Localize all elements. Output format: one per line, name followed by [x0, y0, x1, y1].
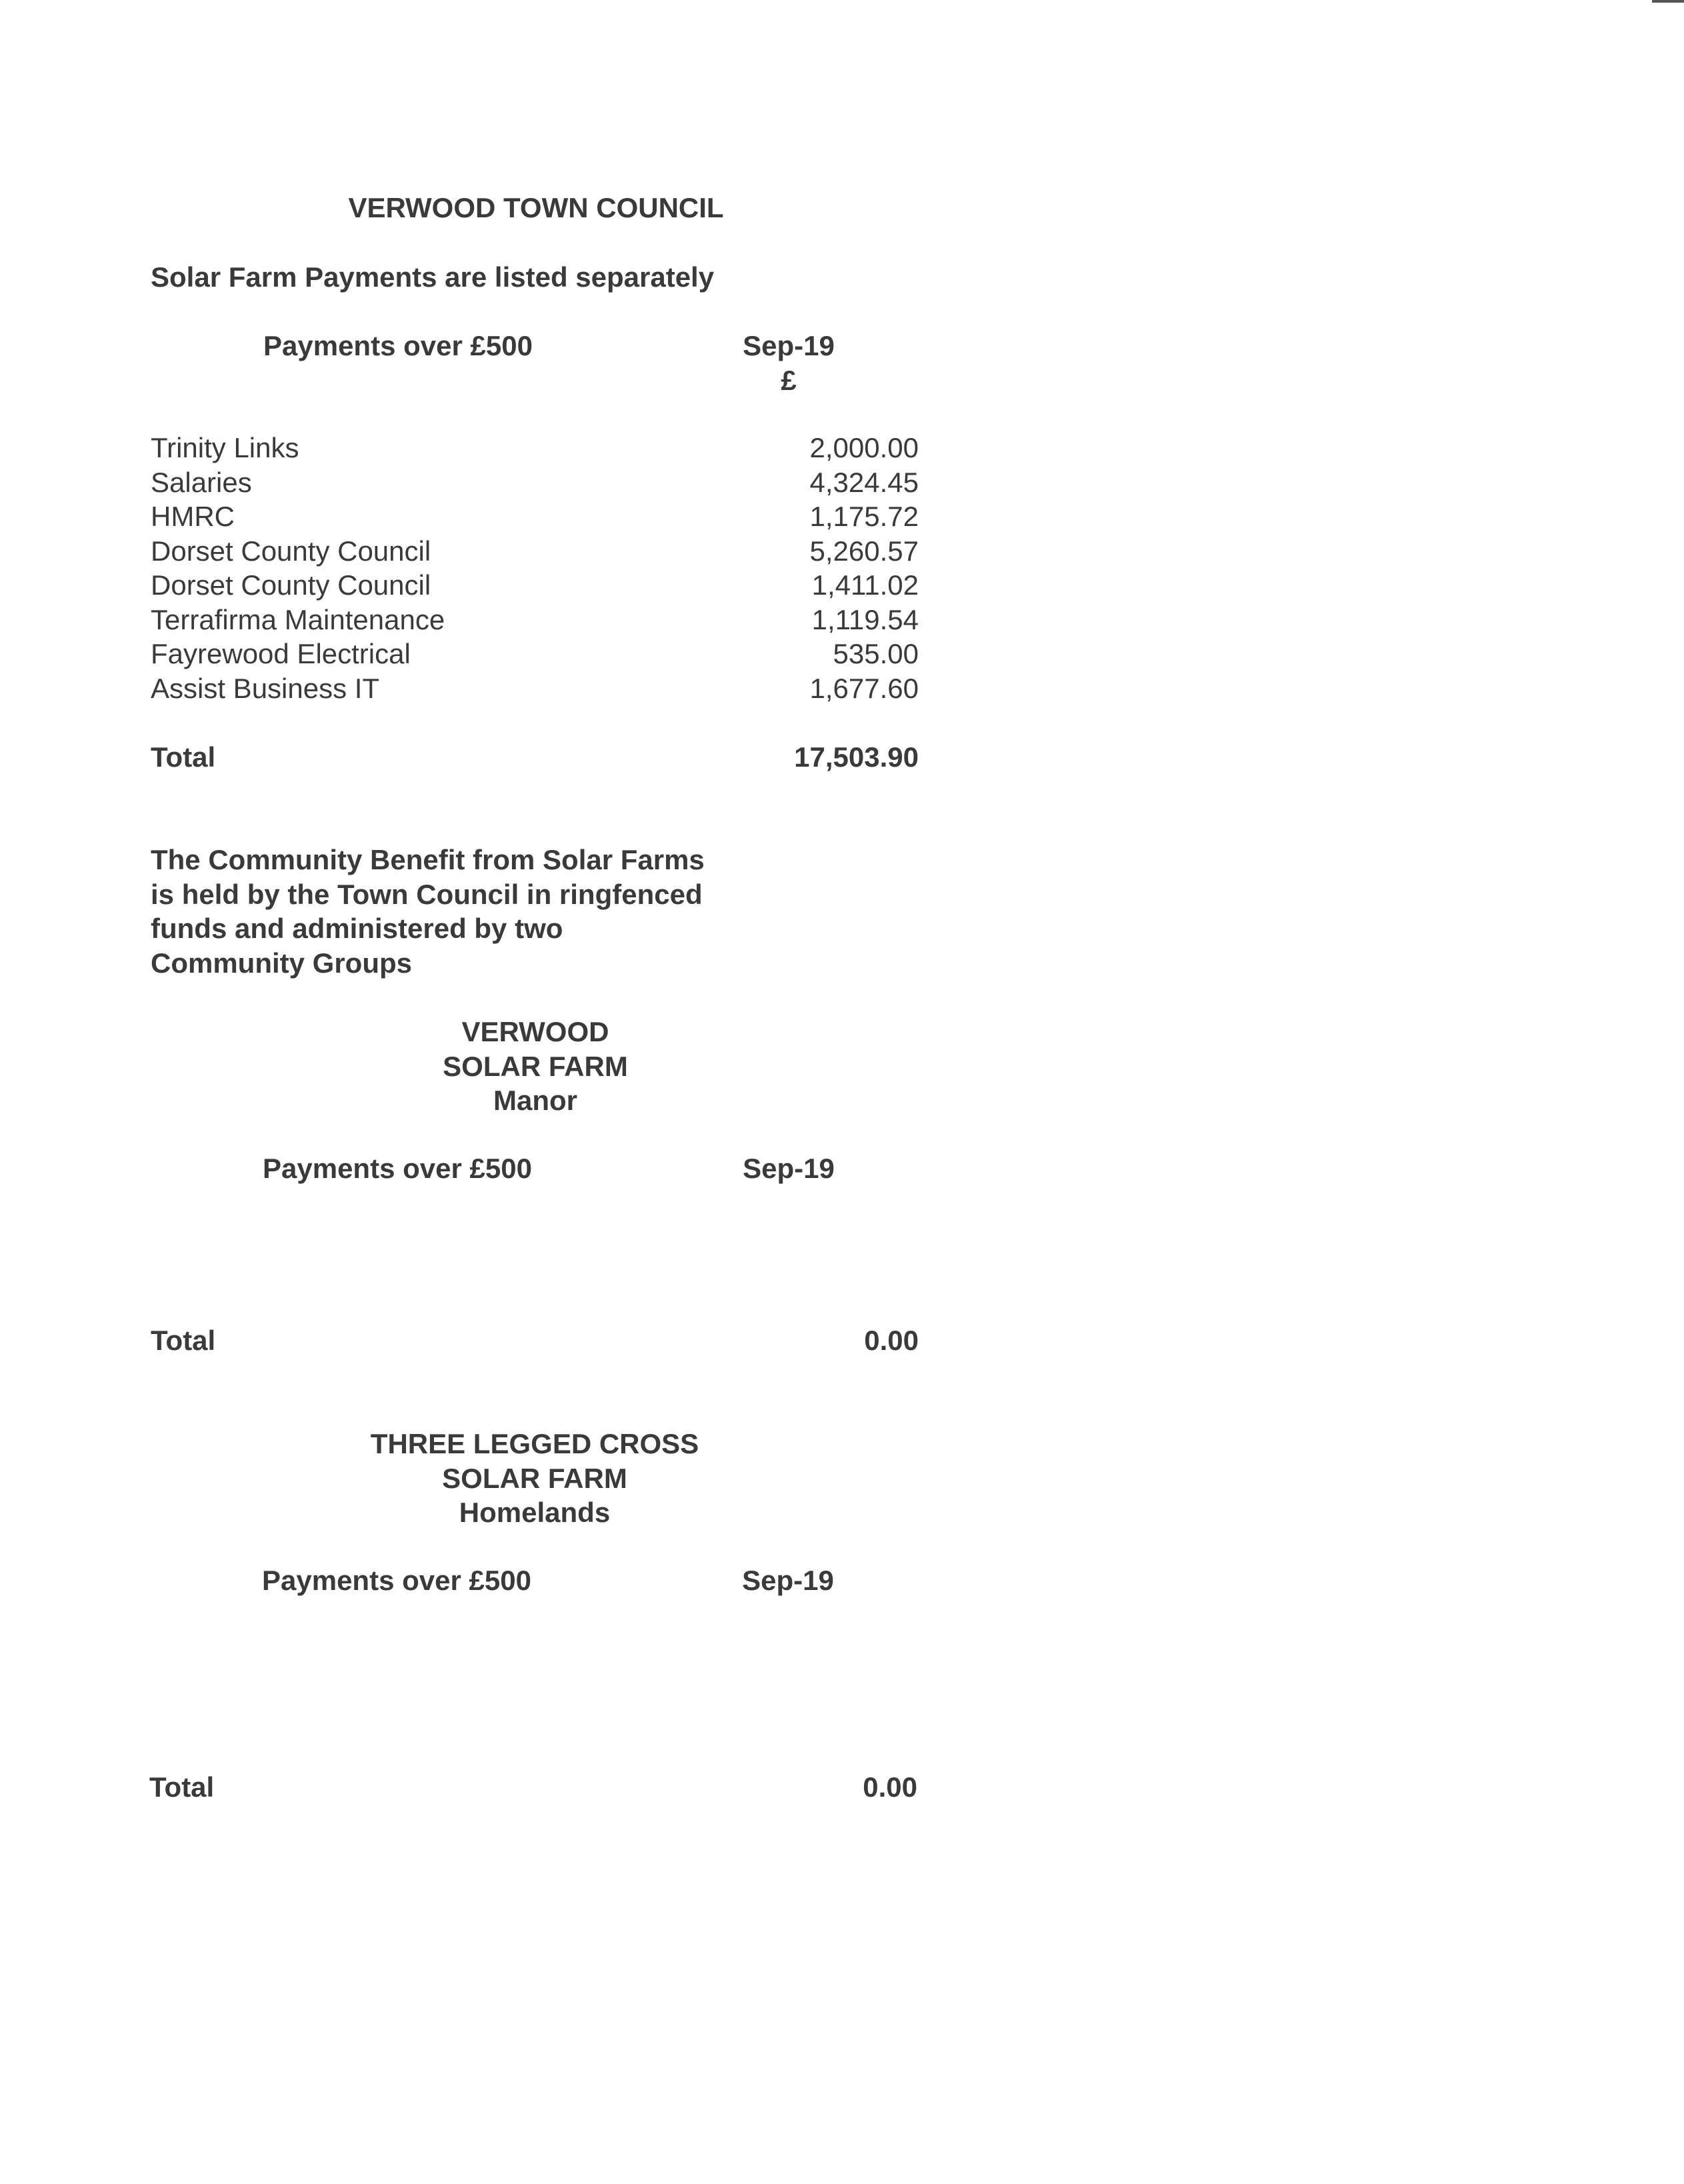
total-row: [151, 740, 919, 775]
three-legged-period: Sep-19: [742, 1565, 834, 1596]
payee-name: Salaries: [151, 467, 252, 498]
payment-row: [151, 671, 919, 706]
community-benefit-note: [151, 843, 705, 980]
three-legged-payments-label: Payments over £500: [262, 1565, 531, 1596]
verwood-solar-heading: [443, 1015, 628, 1118]
heading-line: THREE LEGGED CROSS: [370, 1428, 699, 1459]
payee-name: Fayrewood Electrical: [151, 638, 411, 669]
total-label: Total: [151, 1325, 216, 1356]
verwood-payments-label: Payments over £500: [263, 1153, 532, 1184]
payment-row: [151, 568, 919, 603]
heading-line: Manor: [493, 1085, 577, 1116]
payee-name: Dorset County Council: [151, 535, 431, 567]
three-legged-total-row: [149, 1770, 917, 1805]
heading-line: SOLAR FARM: [442, 1462, 627, 1494]
currency-header: £: [781, 365, 797, 396]
total-value: 0.00: [864, 1325, 919, 1356]
payment-amount: 2,000.00: [809, 432, 919, 463]
scan-edge-mark: [1652, 0, 1684, 3]
heading-line: SOLAR FARM: [443, 1050, 628, 1082]
note-line: funds and administered by two: [151, 913, 563, 944]
period-header: Sep-19: [743, 330, 835, 361]
payments-header-label: Payments over £500: [263, 330, 533, 361]
payment-row: [151, 465, 919, 500]
note-line: The Community Benefit from Solar Farms: [151, 844, 705, 875]
verwood-period: Sep-19: [743, 1153, 835, 1184]
verwood-total-row: [151, 1323, 919, 1358]
total-label: Total: [151, 741, 216, 773]
payment-row: [151, 499, 919, 534]
payment-amount: 4,324.45: [809, 467, 919, 498]
payment-amount: 1,175.72: [809, 501, 919, 532]
separate-listing-note: Solar Farm Payments are listed separately: [151, 261, 715, 293]
payment-amount: 5,260.57: [809, 535, 919, 567]
note-line: Community Groups: [151, 947, 413, 979]
payee-name: Trinity Links: [151, 432, 299, 463]
payment-amount: 1,119.54: [811, 604, 919, 635]
three-legged-solar-heading: [371, 1427, 699, 1530]
heading-line: VERWOOD: [461, 1016, 609, 1047]
payment-amount: 1,411.02: [811, 569, 919, 601]
payment-amount: 535.00: [833, 638, 919, 669]
council-title: VERWOOD TOWN COUNCIL: [348, 192, 724, 223]
payment-row: [151, 431, 919, 465]
note-line: is held by the Town Council in ringfenced: [151, 878, 703, 910]
payment-row: [151, 534, 919, 569]
total-value: 0.00: [863, 1771, 917, 1803]
total-value: 17,503.90: [794, 741, 919, 773]
payment-row: [151, 637, 919, 671]
payee-name: Assist Business IT: [151, 673, 380, 704]
payee-name: HMRC: [151, 501, 235, 532]
payment-amount: 1,677.60: [809, 673, 919, 704]
payee-name: Terrafirma Maintenance: [151, 604, 445, 635]
payee-name: Dorset County Council: [151, 569, 431, 601]
payment-row: [151, 603, 919, 637]
heading-line: Homelands: [459, 1497, 611, 1528]
total-label: Total: [149, 1771, 215, 1803]
